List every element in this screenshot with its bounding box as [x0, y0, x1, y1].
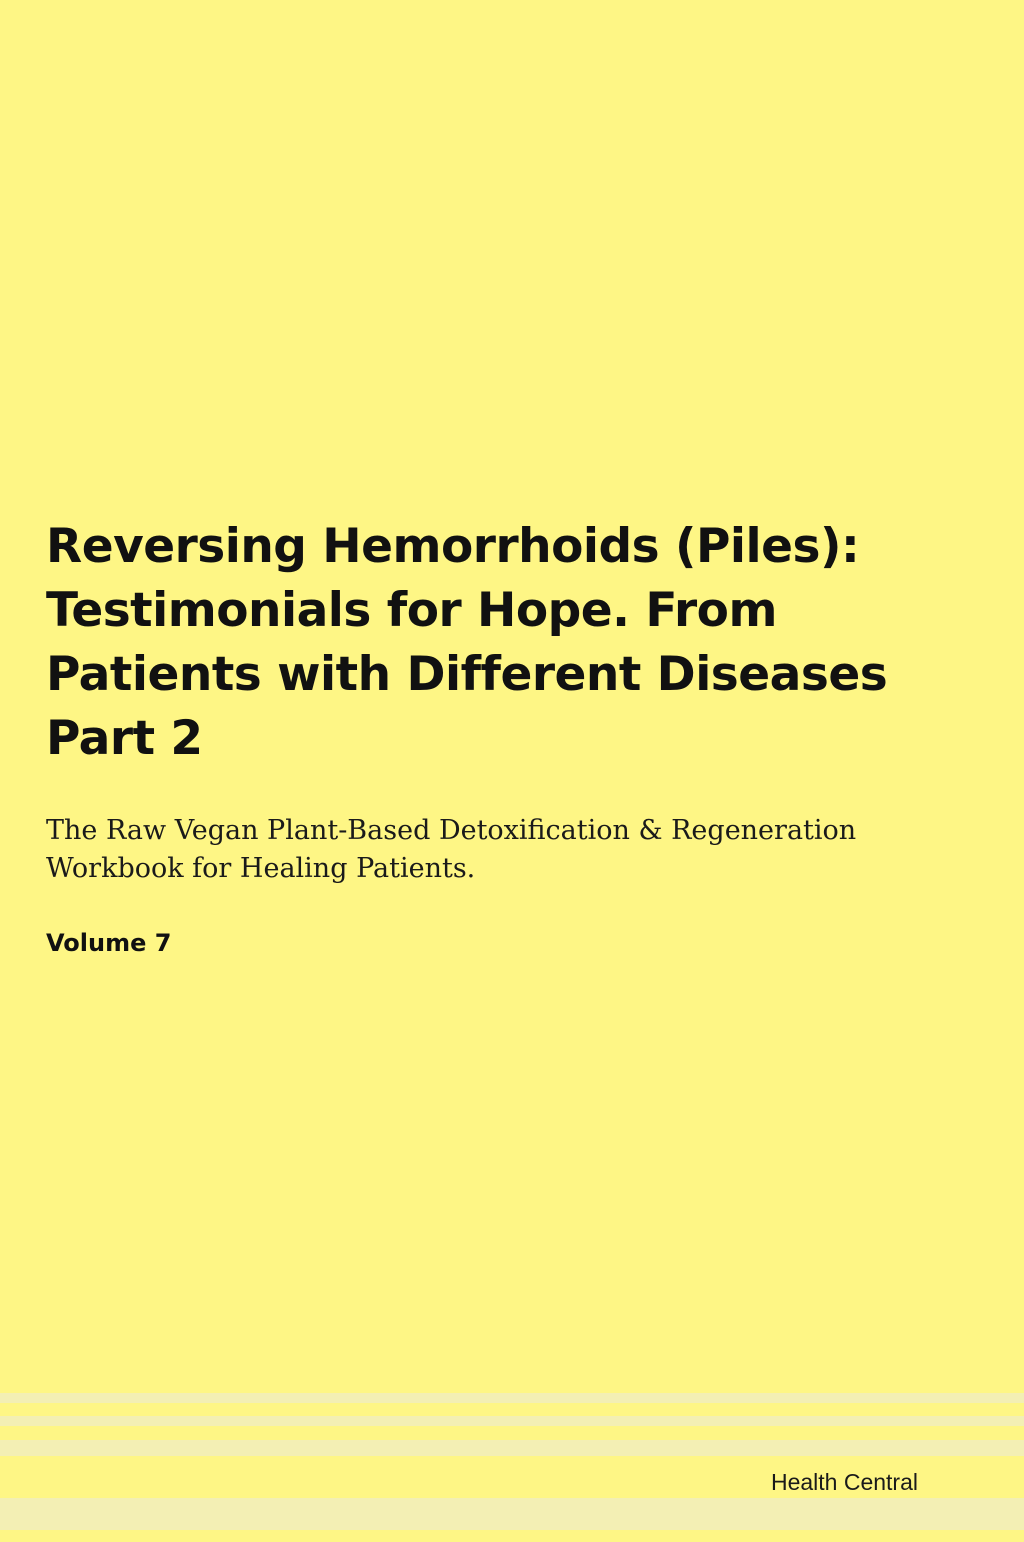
stripe: [0, 1498, 1024, 1530]
subtitle-line: Workbook for Healing Patients.: [46, 853, 476, 884]
subtitle-line: The Raw Vegan Plant-Based Detoxification & Regeneration: [46, 815, 857, 846]
title-line: Part 2: [46, 711, 203, 766]
title-line: Patients with Different Diseases: [46, 647, 888, 702]
stripe: [0, 1440, 1024, 1456]
stripe: [0, 1393, 1024, 1403]
title-line: Reversing Hemorrhoids (Piles):: [46, 519, 860, 574]
stripe: [0, 1416, 1024, 1426]
publisher-name: Health Central: [770, 1469, 918, 1495]
title-line: Testimonials for Hope. From: [46, 583, 777, 638]
volume-label: Volume 7: [46, 929, 172, 957]
